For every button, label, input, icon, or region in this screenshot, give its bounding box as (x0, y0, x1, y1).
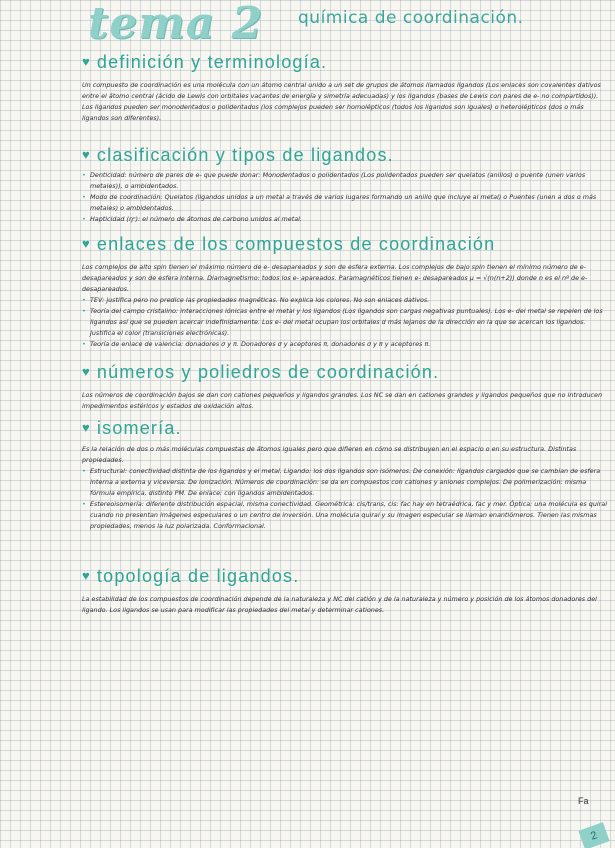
section-heading-text: isomería. (96, 418, 182, 438)
subject-title: química de coordinación. (298, 8, 524, 28)
heart-bullet-icon: ♥ (82, 236, 91, 251)
page-title: tema 2 (88, 0, 264, 49)
paragraph: Los números de coordinación bajos se dan con cationes pequeños y ligandos grandes. Los NC se dan en cationes grandes y ligandos pequeños que no introducen impedimentos estéricos y estados de oxidación altos. (82, 391, 603, 410)
section-heading-isomerism (82, 418, 182, 439)
section-body-classification (82, 170, 607, 225)
section-body-definition (82, 80, 607, 124)
section-body-topology (82, 594, 607, 616)
section-heading-definition (82, 52, 327, 73)
section-heading-text: topología de ligandos. (96, 566, 300, 586)
list-item: • Modo de coordinación: Quelatos (ligandos unidos a un metal a través de varios lugares formando un anillo que incluye al metal) o Puentes (unen a dos o más metales) o ambidentados. (82, 192, 607, 214)
section-body-bonds (82, 262, 607, 350)
heart-bullet-icon: ♥ (82, 147, 91, 162)
heart-bullet-icon: ♥ (82, 568, 91, 583)
heart-bullet-icon: ♥ (82, 54, 91, 69)
list-item: • Estereoisomería: diferente distribución espacial, misma conectividad. Geométrica: cis/trans, cis: fac hay en tetraédrica, fac y mer. Óptica: una molécula es quiral cuando no presentan imágenes especulares o un centro de inversión. Una molécula quiral y su imagen especular se llaman enantiómeros. Tienen las mismas propiedades, menos la luz polarizada. Conformacional. (82, 499, 607, 532)
page-mark: Fa (578, 796, 589, 806)
page-number-tab: 2 (578, 822, 609, 848)
section-heading-text: definición y terminología. (96, 52, 328, 72)
section-heading-text: clasificación y tipos de ligandos. (96, 145, 394, 165)
list-item: • Denticidad: número de pares de e- que puede donar: Monodentados o polidentados (Los polidentados pueden ser quelatos (anillos) o puente (unen varios metales)), o ambidentados. (82, 170, 607, 192)
paragraph: La estabilidad de los compuestos de coordinación depende de la naturaleza y NC del catión y de la naturaleza y número y posición de los átomos donadores del ligando. Los ligandos se usan para modificar las propiedades del metal y determinar cationes. (82, 595, 597, 614)
section-heading-topology (82, 566, 299, 587)
section-heading-text: números y poliedros de coordinación. (96, 362, 440, 382)
page-header (88, 0, 608, 49)
section-heading-classification (82, 145, 394, 166)
section-heading-numbers (82, 362, 439, 383)
section-heading-text: enlaces de los compuestos de coordinación (96, 234, 496, 254)
section-body-isomerism (82, 444, 607, 532)
list-item: • Teoría del campo cristalino: interacciones iónicas entre el metal y los ligandos (Los ligandos son cargas negativas puntuales). Los e- del metal se repelen de los ligandos así que se pueden acercar indefinidamente. Los e- del metal ocupan los orbitales d más lejanos de la dirección en la que se acercan los ligandos. Justifica el color (transiciones electrónicas). (82, 306, 607, 339)
list-item: • Teoría de enlace de valencia: donadores σ y π. Donadores σ y aceptores π, donadores σ y π y aceptores π. (82, 339, 607, 350)
list-item: • TEV: justifica pero no predice las propiedades magnéticas. No explica los colores. No son enlaces dativos. (82, 295, 607, 306)
list-item: • Hapticidad (ηⁿ): el número de átomos de carbono unidos al metal. (82, 214, 607, 225)
paragraph: Los complejos de alto spin tienen el máximo número de e- desapareados y son de esfera externa. Los complejos de bajo spin tienen el mínimo número de e- desapareados y son de esfera interna. Diamagnetismo: todos los e- apareados. Paramagnéticos tienen e- desapareados μ = √(n(n+2)) donde n es el nº de e- desapareados. (82, 263, 588, 293)
section-body-numbers (82, 390, 607, 412)
list-item: • Estructural: conectividad distinta de los ligandos y el metal. Ligando: los dos ligandos son isómeros. De conexión: ligandos cargados que se cambian de esfera interna a externa y viceversa. De ionización. Números de coordinación: se da en compuestos con cationes y aniones complejos. De polimerización: misma fórmula empírica, distinto PM. De enlace: con ligandos ambidentados. (82, 466, 607, 499)
paragraph: Es la relación de dos o más moléculas compuestas de átomos iguales pero que difieren en cómo se distribuyen en el espacio o en su estructura. Distintas propiedades. (82, 445, 577, 464)
section-heading-bonds (82, 234, 495, 255)
paragraph: Un compuesto de coordinación es una molécula con un átomo central unido a un set de grupos de átomos llamados ligandos (Los enlaces son covalentes dativos entre el átomo central (ácido de Lewis con orbitales vacantes de energía y simetría adecuadas) y los ligandos (bases de Lewis con pares de e- no compartidos)). Los ligandos pueden ser monodentados o polidentados (los complejos pueden ser homolépticos (todos los ligandos son iguales) o heterolépticos (dos o más ligandos son diferentes). (82, 81, 601, 122)
heart-bullet-icon: ♥ (82, 364, 91, 379)
heart-bullet-icon: ♥ (82, 420, 91, 435)
